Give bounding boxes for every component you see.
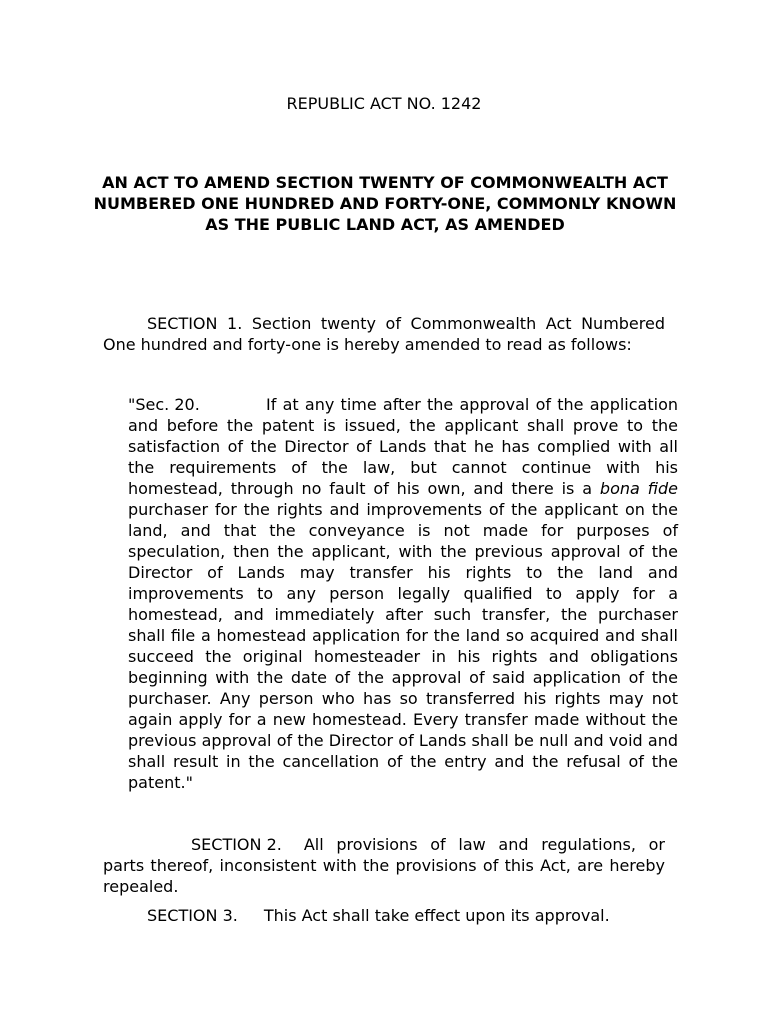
section-2-paragraph	[103, 834, 665, 897]
act-number: REPUBLIC ACT NO. 1242	[286, 94, 482, 113]
quoted-section-italic: bona fide	[599, 479, 679, 498]
quoted-section-text-1: If at any time after the approval of the application and before the patent is issued, the applicant shall prove to the satisfaction of the Director of Lands that he has complied with all the requirements of the law, but cannot continue with his homestead, through no fault of his own, and there is a	[128, 395, 678, 498]
section-2-text: All provisions of law and regulations, or parts thereof, inconsistent with the provisions of this Act, are hereby repealed.	[103, 835, 665, 896]
section-1-paragraph: SECTION 1. Section twenty of Commonwealth Act Numbered One hundred and forty-one is hereby amended to read as follows:	[103, 314, 665, 354]
quoted-section-20	[128, 394, 678, 793]
quoted-section-label: "Sec. 20.	[128, 395, 200, 414]
section-2-label: SECTION 2.	[191, 835, 282, 854]
quoted-section-text-2: purchaser for the rights and improvements of the applicant on the land, and that the conveyance is not made for purposes of speculation, then the applicant, with the previous approval of the Director of Lands may transfer his rights to the land and improvements to any person legally qualified to apply for a homestead, and immediately after such transfer, the purchaser shall file a homestead application for the land so acquired and shall succeed the original homesteader in his rights and obligations beginning with the date of the approval of said application of the purchaser. Any person who has so transferred his rights may not again apply for a new homestead. Every transfer made without the previous approval of the Director of Lands shall be null and void and shall result in the cancellation of the entry and the refusal of the patent."	[128, 500, 678, 792]
act-title: AN ACT TO AMEND SECTION TWENTY OF COMMONWEALTH ACT NUMBERED ONE HUNDRED AND FORTY-ONE, COMMONLY KNOWN AS THE PUBLIC LAND ACT, AS AMENDED	[93, 173, 677, 234]
section-3-label: SECTION 3.	[147, 906, 238, 925]
section-3-paragraph	[147, 905, 707, 926]
section-3-text: This Act shall take effect upon its approval.	[263, 906, 610, 925]
